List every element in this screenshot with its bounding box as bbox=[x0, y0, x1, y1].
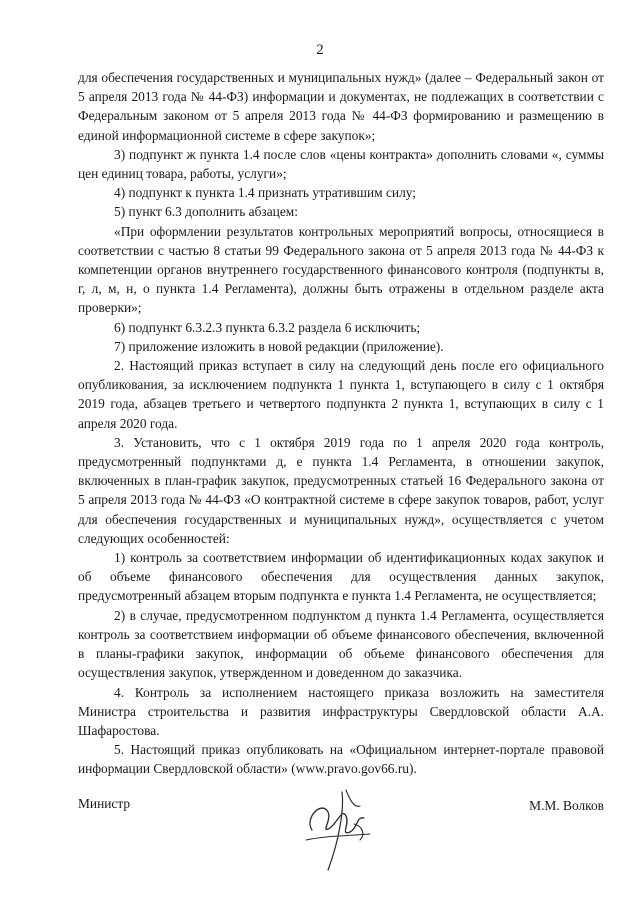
paragraph-subitem-4: 4) подпункт к пункта 1.4 признать утратившим силу; bbox=[114, 185, 417, 201]
paragraph-subitem-6: 6) подпункт 6.3.2.3 пункта 6.3.2 раздела 6 исключить; bbox=[114, 319, 421, 335]
paragraph-clause-3: 3. Установить, что с 1 октября 2019 года по 1 апреля 2020 года контроль, предусмотренный подпунктами д, е пункта 1.4 Регламента, в отношении закупок, включенных в план-график закупок, предусмотренных статьей 16 Федерального закона от 5 апреля 2013 года № 44-ФЗ «О контрактной системе в сфере закупок товаров, работ, услуг для обеспечения государственных и муниципальных нужд», осуществляется с учетом следующих особенностей: bbox=[78, 434, 604, 546]
paragraph-clause-5: 5. Настоящий приказ опубликовать на «Официальном интернет-портале правовой информации Свердловской области» (www.pravo.gov66.ru). bbox=[78, 742, 604, 777]
paragraph-clause-2: 2. Настоящий приказ вступает в силу на следующий день после его официального опубликования, за исключением подпункта 1 пункта 1, вступающего в силу с 1 октября 2019 года, абзацев третьего и четвертого подпункта 2 пункта 1, вступающих в силу с 1 апреля 2020 года. bbox=[78, 358, 604, 431]
signature-block bbox=[78, 796, 604, 896]
document-body bbox=[78, 68, 604, 779]
signer-name: М.М. Волков bbox=[529, 798, 604, 813]
paragraph-clause-3-item-1: 1) контроль за соответствием информации об идентификационных кодах закупок и об объеме финансового обеспечения для осуществления данных закупок, предусмотренный абзацем вторым подпункта е пункта 1.4 Регламента, не осуществляется; bbox=[78, 550, 604, 604]
paragraph-continuation: для обеспечения государственных и муниципальных нужд» (далее – Федеральный закон от 5 апреля 2013 года № 44-ФЗ) информации и документах, не подлежащих в соответствии с Федеральным законом от 5 апреля 2013 года № 44-ФЗ формированию и размещению в единой информационной системе в сфере закупок»; bbox=[78, 70, 604, 143]
handwritten-signature bbox=[284, 778, 394, 878]
signer-title: Министр bbox=[78, 796, 131, 811]
paragraph-subitem-3: 3) подпункт ж пункта 1.4 после слов «цены контракта» дополнить словами «, суммы цен единиц товара, работы, услуги»; bbox=[78, 146, 604, 182]
paragraph-quoted-addition: «При оформлении результатов контрольных мероприятий вопросы, относящиеся в соответствии с частью 8 статьи 99 Федерального закона от 5 апреля 2013 года № 44-ФЗ к компетенции органов внутреннего государственного финансового контроля (подпункты в, г, л, м, н, о пункта 1.4 Регламента), должны быть отражены в отдельном разделе акта проверки»; bbox=[78, 223, 604, 316]
paragraph-subitem-7: 7) приложение изложить в новой редакции (приложение). bbox=[114, 338, 444, 354]
paragraph-clause-3-item-2: 2) в случае, предусмотренном подпунктом д пункта 1.4 Регламента, осуществляется контроль за соответствием информации об объеме финансового обеспечения, включенной в планы-графики закупок, информации об объеме финансового обеспечения для осуществления закупок, утвержденном и доведенном до заказчика. bbox=[78, 607, 604, 681]
page-number: 2 bbox=[316, 42, 324, 58]
paragraph-clause-4: 4. Контроль за исполнением настоящего приказа возложить на заместителя Министра строительства и развития инфраструктуры Свердловской области А.А. Шафаростова. bbox=[78, 684, 604, 738]
paragraph-subitem-5: 5) пункт 6.3 дополнить абзацем: bbox=[114, 204, 298, 220]
